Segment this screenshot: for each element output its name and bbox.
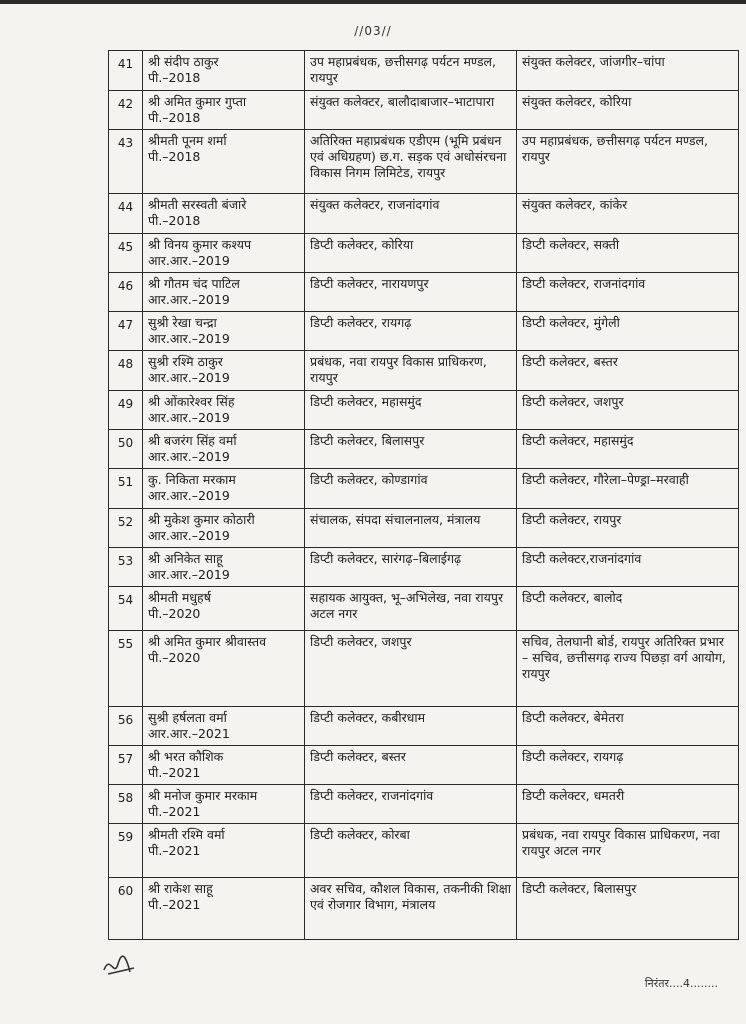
officer-cell (143, 707, 305, 746)
current-posting-cell: प्रबंधक, नवा रायपुर विकास प्राधिकरण, रायपुर (305, 351, 517, 391)
officer-cell (143, 391, 305, 430)
current-posting-cell: डिप्टी कलेक्टर, कोरिया (305, 234, 517, 273)
serial-number-cell: 41 (109, 51, 143, 91)
officer-cell (143, 273, 305, 312)
officer-batch: पी.–2021 (148, 897, 201, 912)
officer-batch: आर.आर.–2021 (148, 726, 230, 741)
table-row (109, 351, 739, 391)
officer-name: श्री विनय कुमार कश्यप (148, 237, 252, 252)
continued-note: निरंतर....4........ (644, 977, 718, 990)
new-posting-cell: डिप्टी कलेक्टर,राजनांदगांव (517, 548, 739, 587)
new-posting-cell: डिप्टी कलेक्टर, धमतरी (517, 785, 739, 824)
officer-batch: आर.आर.–2019 (148, 292, 230, 307)
officer-cell (143, 312, 305, 351)
officer-name: सुश्री हर्षलता वर्मा (148, 710, 227, 725)
officer-name: श्रीमती पूनम शर्मा (148, 133, 227, 148)
current-posting-cell: डिप्टी कलेक्टर, राजनांदगांव (305, 785, 517, 824)
table-row (109, 587, 739, 631)
table-row (109, 785, 739, 824)
serial-number-cell: 45 (109, 234, 143, 273)
serial-number-cell: 56 (109, 707, 143, 746)
officer-name: श्रीमती सरस्वती बंजारे (148, 197, 247, 212)
officer-batch: आर.आर.–2019 (148, 370, 230, 385)
new-posting-cell: डिप्टी कलेक्टर, मुंगेली (517, 312, 739, 351)
current-posting-cell: डिप्टी कलेक्टर, रायगढ़ (305, 312, 517, 351)
officer-cell (143, 509, 305, 548)
serial-number-cell: 42 (109, 91, 143, 130)
officer-batch: पी.–2020 (148, 606, 201, 621)
serial-number-cell: 44 (109, 194, 143, 234)
current-posting-cell: संचालक, संपदा संचालनालय, मंत्रालय (305, 509, 517, 548)
table-row (109, 430, 739, 469)
table-row (109, 469, 739, 509)
table-row (109, 312, 739, 351)
current-posting-cell: डिप्टी कलेक्टर, कोण्डागांव (305, 469, 517, 509)
table-row (109, 194, 739, 234)
officer-name: श्री बजरंग सिंह वर्मा (148, 433, 237, 448)
new-posting-cell: संयुक्त कलेक्टर, कांकेर (517, 194, 739, 234)
officer-batch: आर.आर.–2019 (148, 449, 230, 464)
officer-name: श्री ओंकारेश्वर सिंह (148, 394, 235, 409)
current-posting-cell: अतिरिक्त महाप्रबंधक एडीएम (भूमि प्रबंधन एवं अधिग्रहण) छ.ग. सड़क एवं अधोसंरचना विकास निगम लिमिटेड, रायपुर (305, 130, 517, 194)
table-row (109, 273, 739, 312)
serial-number-cell: 55 (109, 631, 143, 707)
officer-name: श्री संदीप ठाकुर (148, 54, 219, 69)
current-posting-cell: डिप्टी कलेक्टर, नारायणपुर (305, 273, 517, 312)
officer-cell (143, 746, 305, 785)
officer-name: श्री राकेश साहू (148, 881, 213, 896)
serial-number-cell: 47 (109, 312, 143, 351)
table-row (109, 51, 739, 91)
new-posting-cell: डिप्टी कलेक्टर, बिलासपुर (517, 878, 739, 940)
officer-cell (143, 234, 305, 273)
new-posting-cell: डिप्टी कलेक्टर, राजनांदगांव (517, 273, 739, 312)
officer-name: श्री गौतम चंद पाटिल (148, 276, 240, 291)
new-posting-cell: उप महाप्रबंधक, छत्तीसगढ़ पर्यटन मण्डल, रायपुर (517, 130, 739, 194)
officer-name: श्रीमती रश्मि वर्मा (148, 827, 225, 842)
serial-number-cell: 43 (109, 130, 143, 194)
officer-batch: आर.आर.–2019 (148, 528, 230, 543)
current-posting-cell: डिप्टी कलेक्टर, बिलासपुर (305, 430, 517, 469)
current-posting-cell: डिप्टी कलेक्टर, सारंगढ़–बिलाईगढ़ (305, 548, 517, 587)
officer-name: सुश्री रश्मि ठाकुर (148, 354, 223, 369)
officer-batch: आर.आर.–2019 (148, 488, 230, 503)
officer-cell (143, 587, 305, 631)
officer-batch: आर.आर.–2019 (148, 253, 230, 268)
officer-cell (143, 878, 305, 940)
table-row (109, 509, 739, 548)
officer-cell (143, 194, 305, 234)
officer-batch: पी.–2020 (148, 650, 201, 665)
table-row (109, 391, 739, 430)
officer-name: श्रीमती मधुहर्ष (148, 590, 211, 605)
officer-name: कु. निकिता मरकाम (148, 472, 236, 487)
serial-number-cell: 51 (109, 469, 143, 509)
new-posting-cell: डिप्टी कलेक्टर, महासमुंद (517, 430, 739, 469)
new-posting-cell: संयुक्त कलेक्टर, जांजगीर–चांपा (517, 51, 739, 91)
transfer-list-table (108, 50, 739, 940)
table-row (109, 631, 739, 707)
new-posting-cell: संयुक्त कलेक्टर, कोरिया (517, 91, 739, 130)
serial-number-cell: 60 (109, 878, 143, 940)
officer-batch: पी.–2021 (148, 765, 201, 780)
current-posting-cell: डिप्टी कलेक्टर, महासमुंद (305, 391, 517, 430)
serial-number-cell: 49 (109, 391, 143, 430)
officer-cell (143, 351, 305, 391)
serial-number-cell: 59 (109, 824, 143, 878)
new-posting-cell: डिप्टी कलेक्टर, रायगढ़ (517, 746, 739, 785)
officer-cell (143, 51, 305, 91)
officer-name: श्री मनोज कुमार मरकाम (148, 788, 258, 803)
table-row (109, 878, 739, 940)
new-posting-cell: डिप्टी कलेक्टर, गौरेला–पेण्ड्रा–मरवाही (517, 469, 739, 509)
table-row (109, 707, 739, 746)
serial-number-cell: 57 (109, 746, 143, 785)
officer-batch: पी.–2021 (148, 804, 201, 819)
current-posting-cell: डिप्टी कलेक्टर, कबीरधाम (305, 707, 517, 746)
serial-number-cell: 52 (109, 509, 143, 548)
officer-batch: पी.–2018 (148, 149, 201, 164)
officer-cell (143, 785, 305, 824)
officer-name: श्री अनिकेत साहू (148, 551, 223, 566)
table-row (109, 824, 739, 878)
serial-number-cell: 50 (109, 430, 143, 469)
serial-number-cell: 53 (109, 548, 143, 587)
current-posting-cell: संयुक्त कलेक्टर, बालौदाबाजार–भाटापारा (305, 91, 517, 130)
serial-number-cell: 48 (109, 351, 143, 391)
officer-cell (143, 631, 305, 707)
officer-cell (143, 430, 305, 469)
signature-mark (100, 950, 140, 980)
current-posting-cell: सहायक आयुक्त, भू–अभिलेख, नवा रायपुर अटल नगर (305, 587, 517, 631)
current-posting-cell: डिप्टी कलेक्टर, बस्तर (305, 746, 517, 785)
serial-number-cell: 46 (109, 273, 143, 312)
current-posting-cell: अवर सचिव, कौशल विकास, तकनीकी शिक्षा एवं रोजगार विभाग, मंत्रालय (305, 878, 517, 940)
officer-batch: आर.आर.–2019 (148, 331, 230, 346)
officer-name: श्री भरत कौशिक (148, 749, 224, 764)
serial-number-cell: 58 (109, 785, 143, 824)
table-body (109, 51, 739, 940)
officer-batch: आर.आर.–2019 (148, 567, 230, 582)
officer-cell (143, 130, 305, 194)
new-posting-cell: डिप्टी कलेक्टर, बालोद (517, 587, 739, 631)
new-posting-cell: डिप्टी कलेक्टर, सक्ती (517, 234, 739, 273)
new-posting-cell: सचिव, तेलघानी बोर्ड, रायपुर अतिरिक्त प्रभार – सचिव, छत्तीसगढ़ राज्य पिछड़ा वर्ग आयोग, रायपुर (517, 631, 739, 707)
officer-batch: आर.आर.–2019 (148, 410, 230, 425)
officer-cell (143, 824, 305, 878)
page-number: //03// (354, 24, 392, 38)
officer-cell (143, 91, 305, 130)
new-posting-cell: डिप्टी कलेक्टर, रायपुर (517, 509, 739, 548)
officer-batch: पी.–2018 (148, 213, 201, 228)
officer-name: श्री अमित कुमार गुप्ता (148, 94, 247, 109)
table-row (109, 234, 739, 273)
officer-batch: पी.–2018 (148, 110, 201, 125)
officer-batch: पी.–2018 (148, 70, 201, 85)
new-posting-cell: डिप्टी कलेक्टर, बेमेतरा (517, 707, 739, 746)
current-posting-cell: उप महाप्रबंधक, छत्तीसगढ़ पर्यटन मण्डल, रायपुर (305, 51, 517, 91)
new-posting-cell: डिप्टी कलेक्टर, बस्तर (517, 351, 739, 391)
current-posting-cell: डिप्टी कलेक्टर, कोरबा (305, 824, 517, 878)
officer-name: श्री मुकेश कुमार कोठारी (148, 512, 255, 527)
current-posting-cell: डिप्टी कलेक्टर, जशपुर (305, 631, 517, 707)
current-posting-cell: संयुक्त कलेक्टर, राजनांदगांव (305, 194, 517, 234)
new-posting-cell: डिप्टी कलेक्टर, जशपुर (517, 391, 739, 430)
officer-name: सुश्री रेखा चन्द्रा (148, 315, 217, 330)
new-posting-cell: प्रबंधक, नवा रायपुर विकास प्राधिकरण, नवा रायपुर अटल नगर (517, 824, 739, 878)
top-edge-bar (0, 0, 746, 4)
table-row (109, 91, 739, 130)
table-row (109, 548, 739, 587)
officer-cell (143, 548, 305, 587)
officer-batch: पी.–2021 (148, 843, 201, 858)
table-row (109, 130, 739, 194)
officer-name: श्री अमित कुमार श्रीवास्तव (148, 634, 267, 649)
table-row (109, 746, 739, 785)
officer-cell (143, 469, 305, 509)
serial-number-cell: 54 (109, 587, 143, 631)
